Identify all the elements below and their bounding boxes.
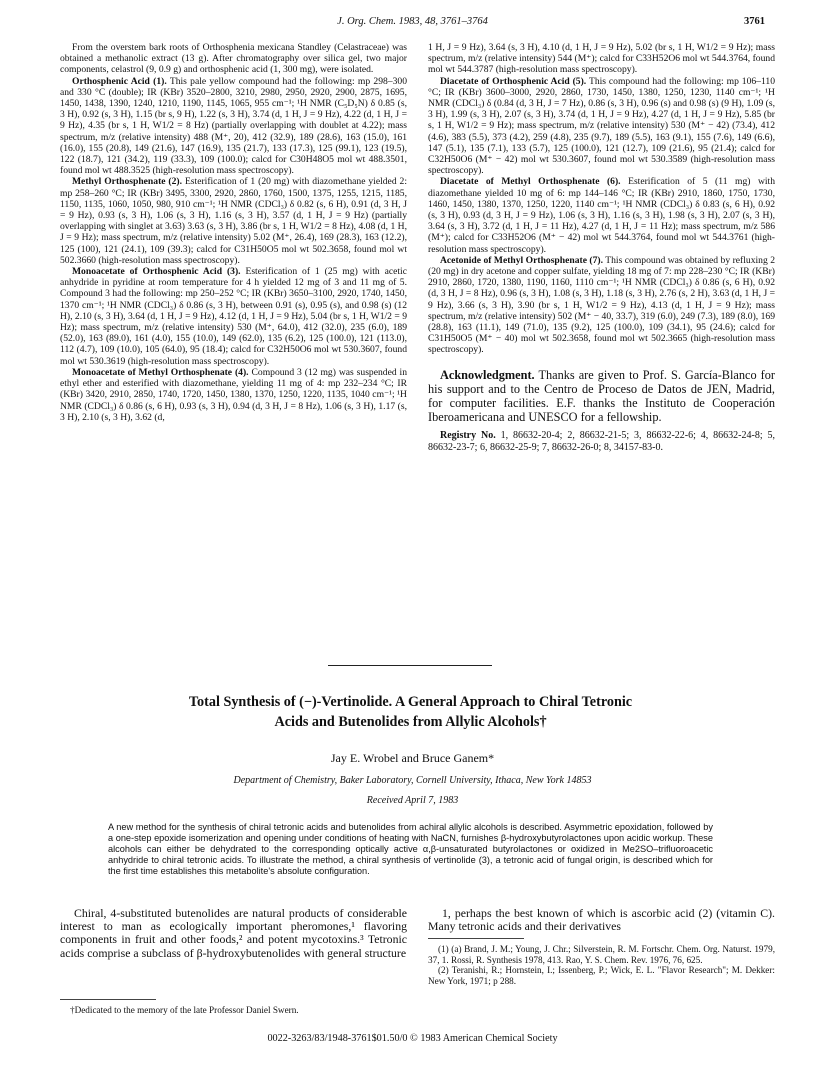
- footnote: †Dedicated to the memory of the late Professor Daniel Swern.: [70, 1005, 299, 1015]
- paragraph: [428, 76, 775, 177]
- footnote-divider: [428, 938, 524, 939]
- reference: (2) Teranishi, R.; Hornstein, I.; Issenberg, P.; Wick, E. L. "Flavor Research"; M. Dekker: New York, 1971; p 288.: [428, 965, 775, 986]
- paragraph: [428, 176, 775, 254]
- right-column: [428, 42, 775, 617]
- title-line: Acids and Butenolides from Allylic Alcohols†: [274, 714, 547, 730]
- section-heading: Diacetate of Methyl Orthosphenate (6).: [440, 176, 621, 188]
- section-divider: [328, 665, 492, 666]
- registry-text: 1, 86632-20-4; 2, 86632-21-5; 3, 86632-22-6; 4, 86632-24-8; 5, 86632-23-7; 6, 86632-25-9; 7, 86632-26-0; 8, 34157-83-0.: [428, 429, 775, 453]
- abstract: A new method for the synthesis of chiral tetronic acids and butenolides from achiral allylic alcohols is described. Asymmetric epoxidation, followed by a one-step epoxide isomerization and opening under conditions of heating with NaCN, furnishes β-hydroxybutyrolactones upon acidic workup. These alcohols can either be dehydrated to the corresponding optically active α,β-unsaturated butyrolactones or oxidized in Me2SO–trifluoroacetic anhydride to chiral tetronic acids. To illustrate the method, a chiral synthesis of vertinolide (3), a tetronic acid of fungal origin, is described which for the first time establishes this metabolite's absolute configuration.: [108, 822, 713, 876]
- running-head: J. Org. Chem. 1983, 48, 3761–3764: [337, 16, 488, 27]
- section-heading: Diacetate of Orthosphenic Acid (5).: [440, 75, 587, 87]
- section-heading: Orthosphenic Acid (1).: [72, 75, 167, 87]
- footnote-divider: [60, 999, 156, 1000]
- paragraph: 1, perhaps the best known of which is ascorbic acid (2) (vitamin C). Many tetronic acids and their derivatives: [428, 906, 775, 934]
- paragraph: [428, 255, 775, 356]
- authors: Jay E. Wrobel and Bruce Ganem*: [330, 751, 495, 765]
- paragraph: [60, 176, 407, 266]
- title-line: Total Synthesis of (−)-Vertinolide. A General Approach to Chiral Tetronic: [188, 694, 633, 710]
- paragraph: From the overstem bark roots of Orthosphenia mexicana Standley (Celastraceae) was obtained a methanolic extract (13 g). After chromatography over silica gel, two major components, celastrol (9, 0.9 g) and orthosphenic acid (1, 300 mg), were isolated.: [60, 42, 407, 76]
- page-header: [60, 16, 765, 30]
- paragraph-text: Esterification of 1 (20 mg) with diazomethane yielded 2: mp 258–260 °C; IR (KBr) 3495, 3300, 2920, 2860, 1760, 1500, 1375, 1255, 1215, 1185, 1150, 1135, 1060, 1050, 980, 910 cm⁻¹; ¹H NMR (CDCl₃) δ 0.82 (s, 6 H), 0.91 (d, 3 H, J = 9 Hz), 0.93 (s, 3 H), 1.06 (s, 3 H), 1.16 (s, 3 H), 3.57 (d, 1 H, J = 9 Hz) (partially overlapping with singlet at 3.63) 3.63 (s, 3 H), 3.86 (br s, 1 H, W1/2 = 8 Hz), 4.08 (d, 1 H, J = 9 Hz); mass spectrum, m/z (relative intensity) 5.02 (M⁺, 26.4), 169 (28.3), 163 (12.2), 125 (100), 121 (24.1), 109 (39.3); calcd for C31H50O5 mol wt 502.3658, found mol wt 502.3660 (high-resolution mass spectroscopy).: [60, 176, 407, 266]
- received-date: Received April 7, 1983: [366, 795, 459, 806]
- reference: (1) (a) Brand, J. M.; Young, J. Chr.; Silverstein, R. M. Fortschr. Chem. Org. Naturst. 1979, 37, 1. Rossi, R. Synthesis 1978, 413. Rao, Y. S. Chem. Rev. 1976, 76, 625.: [428, 944, 775, 965]
- section-heading: Acetonide of Methyl Orthosphenate (7).: [440, 254, 603, 266]
- left-column: [60, 42, 407, 640]
- acknowledgment-heading: Acknowledgment.: [440, 367, 535, 382]
- paragraph-text: Esterification of 5 (11 mg) with diazomethane yielded 10 mg of 6: mp 144–146 °C; IR (KBr) 2910, 1860, 1750, 1730, 1460, 1450, 1380, 1370, 1250, 1220, 1140 cm⁻¹; ¹H NMR (CDCl₃) δ 0.83 (s, 6 H), 0.92 (s, 3 H), 0.93 (d, 3 H, J = 9 Hz), 1.06 (s, 3 H), 1.16 (s, 3 H), 1.98 (s, 3 H), 2.07 (s, 3 H), 3.64 (s, 3 H), 3.72 (d, 1 H, J = 11 Hz), 4.27 (d, 1 H, J = 11 Hz); mass spectrum, m/z 586 (M⁺); calcd for C33H52O6 (M⁺ − 42) mol wt 544.3764, found mol wt 544.3761 (high-resolution mass spectroscopy).: [428, 176, 775, 255]
- paragraph: Chiral, 4-substituted butenolides are natural products of considerable interest to man as ecologically important pheromones,¹ flavoring components in fruit and other foods,² and potent mycotoxins.³ Tetronic acids comprise a subclass of β-hydroxybutenolides with general structure: [60, 906, 407, 960]
- paragraph-text: This compound had the following: mp 106–110 °C; IR (KBr) 3600–3000, 2920, 2860, 1730, 1450, 1380, 1250, 1230, 1140 cm⁻¹; ¹H NMR (CDCl₃) δ (0.84 (d, 3 H, J = 7 Hz), 0.86 (s, 3 H), 0.96 (s) and 0.98 (s) (9 H), 1.09 (s, 3 H), 1.99 (s, 3 H), 2.07 (s, 3 H), 3.74 (d, 1 H, J = 9 Hz), 4.27 (d, 1 H, J = 9 Hz), 5.85 (br s, 1 H, W1/2 = 9 Hz); mass spectrum, m/z (relative intensity) 530 (M⁺ − 42) (73.4), 412 (4.6), 383 (5.5), 373 (4.2), 259 (4.8), 235 (9.7), 189 (5.5), 163 (9.1), 155 (7.6), 149 (6.6), 147 (5.1), 135 (7.1), 133 (5.7), 125 (100.0), 121 (12.7), 109 (21.6), 95 (21.4); calcd for C32H50O6 (M⁺ − 42) mol wt 530.3607, found mol wt 530.3589 (high-resolution mass spectroscopy).: [428, 75, 775, 177]
- acknowledgment-text: Thanks are given to Prof. S. García-Blanco for his support and to the Centro de Proceso de Datos de JEN, Madrid, for computer facilities. E.F. thanks the Instituto de Cooperación Iberoamericana and UNESCO for a fellowship.: [428, 367, 775, 424]
- registry-heading: Registry No.: [440, 429, 496, 441]
- page-number: 3761: [744, 16, 765, 27]
- reference-footnotes: [428, 944, 775, 986]
- paragraph: [60, 76, 407, 177]
- section-heading: Monoacetate of Orthosphenic Acid (3).: [72, 266, 241, 278]
- paragraph-text: This pale yellow compound had the following: mp 298–300 and 330 °C (double); IR (KBr) 3520–2800, 3210, 2980, 2950, 2920, 2900, 2875, 1695, 1450, 1438, 1390, 1240, 1210, 1190, 1145, 1065, 955 cm⁻¹; ¹H NMR (C₅D₅N) δ 0.85 (s, 3 H), 0.92 (s, 3 H), 1.15 (br s, 9 H), 1.22 (s, 3 H), 3.74 (d, 1 H, J = 9 Hz), 4.22 (d, 1 H, J = 9 Hz), 4.35 (br s, 1 H, W1/2 = 8 Hz) (partially overlapping with doublet at 4.22); mass spectrum, m/z (relative intensity) 488 (M⁺, 20), 412 (32.9), 189 (28.6), 163 (15.0), 161 (16.0), 155 (20.8), 149 (21.6), 147 (16.9), 135 (21.7), 133 (17.3), 125 (99.1), 123 (19.5), 122 (18.7), 121 (34.2), 119 (33.3), 109 (100.0); calcd for C30H48O5 mol wt 488.3501, found mol wt 488.3525 (high-resolution mass spectroscopy).: [60, 75, 407, 177]
- article-title: [90, 692, 731, 732]
- paragraph: 1 H, J = 9 Hz), 3.64 (s, 3 H), 4.10 (d, 1 H, J = 9 Hz), 5.02 (br s, 1 H, W1/2 = 9 Hz); mass spectrum, m/z (relative intensity) 544 (M⁺); calcd for C33H52O6 mol wt 544.3764, found mol wt 544.3787 (high-resolution mass spectroscopy).: [428, 42, 775, 76]
- dedication-footnote: [60, 1005, 407, 1016]
- paragraph-text: Compound 3 (12 mg) was suspended in ethyl ether and esterified with diazomethane, yielding 11 mg of 4: mp 232–234 °C; IR (KBr) 3420, 2910, 2850, 1740, 1720, 1450, 1380, 1370, 1250, 1220, 1135, 1040 cm⁻¹; ¹H NMR (CDCl₃) δ 0.86 (s, 6 H), 0.93 (s, 3 H), 0.94 (d, 3 H, J = 8 Hz), 1.06 (s, 3 H), 1.17 (s, 3 H), 2.10 (s, 3 H), 3.62 (d,: [60, 366, 407, 423]
- section-heading: Methyl Orthosphenate (2).: [72, 176, 183, 188]
- body-text-left: [60, 907, 407, 960]
- body-text-right: [428, 907, 775, 933]
- page-footer: 0022-3263/83/1948-3761$01.50/0 © 1983 American Chemical Society: [267, 1033, 558, 1044]
- paragraph: [60, 367, 407, 423]
- affiliation: Department of Chemistry, Baker Laboratory, Cornell University, Ithaca, New York 14853: [233, 775, 592, 786]
- section-heading: Monoacetate of Methyl Orthosphenate (4).: [72, 366, 249, 378]
- registry-numbers: [428, 430, 775, 454]
- paragraph: [60, 266, 407, 367]
- paragraph-text: This compound was obtained by refluxing 2 (20 mg) in dry acetone and copper sulfate, yielding 18 mg of 7: mp 228–230 °C; IR (KBr) 2910, 2860, 1720, 1380, 1190, 1160, 1110 cm⁻¹; ¹H NMR (CDCl₃) δ 0.86 (s, 6 H), 0.92 (d, 3 H, J = 8 Hz), 0.96 (s, 3 H), 1.08 (s, 3 H), 1.18 (s, 3 H), 2.76 (s, 2 H), 3.63 (d, 1 H, J = 9 Hz), 3.66 (s, 3 H), 3.90 (br s, 1 H, W1/2 = 9 Hz), 4.13 (d, 1 H, J = 9 Hz); mass spectrum, m/z (relative intensity) 502 (M⁺ − 40, 33.7), 319 (6.0), 249 (7.3), 189 (8.0), 169 (28.8), 163 (11.1), 149 (71.0), 135 (9.2), 125 (100.0), 109 (34.1), 95 (24.6); calcd for C31H50O5 (M⁺ − 40) mol wt 502.3658, found mol wt 502.3665 (high-resolution mass spectroscopy).: [428, 254, 775, 356]
- paragraph-text: Esterification of 1 (25 mg) with acetic anhydride in pyridine at room temperature for 4 h yielded 12 mg of 3 and 11 mg of 5. Compound 3 had the following: mp 250–252 °C; IR (KBr) 3650–3100, 2920, 1740, 1450, 1370 cm⁻¹; ¹H NMR (CDCl₃) δ 0.86 (s, 3 H), between 0.91 (s), 0.95 (s), and 0.98 (s) (12 H), 2.10 (s, 3 H), 3.64 (d, 1 H, J = 9 Hz), 4.12 (d, 1 H, J = 9 Hz), 5.04 (br s, 1 H, W1/2 = 9 Hz); mass spectrum, m/z (relative intensity) 530 (M⁺, 64.0), 412 (32.0), 235 (6.0), 189 (52.0), 163 (89.0), 161 (4.0), 155 (10.0), 149 (62.0), 135 (6.2), 125 (100.0), 121 (113.0), 112 (4.7), 109 (10.0), 105 (64.0), 95 (18.4); calcd for C32H50O6 mol wt 530.3607, found mol wt 530.3619 (high-resolution mass spectroscopy).: [60, 266, 407, 367]
- acknowledgment: [428, 368, 775, 424]
